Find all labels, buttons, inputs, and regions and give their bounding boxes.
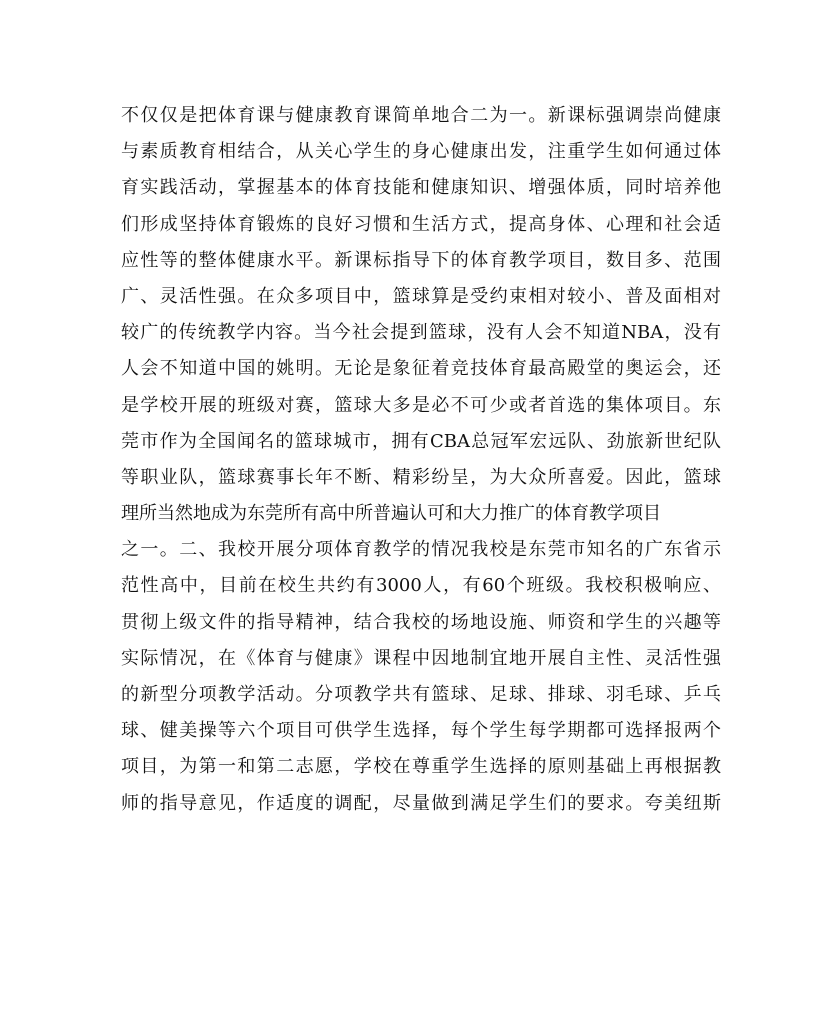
text-line-19: 项目，为第一和第二志愿，学校在尊重学生选择的原则基础上再根据教 (121, 756, 721, 778)
body-text (121, 98, 721, 822)
text-line-2: 与素质教育相结合，从关心学生的身心健康出发，注重学生如何通过体 (121, 141, 721, 163)
text-line-13: 之一。二、我校开展分项体育教学的情况我校是东莞市知名的广东省示 (121, 539, 721, 561)
text-line-3: 育实践活动，掌握基本的体育技能和健康知识、增强体质，同时培养他 (121, 177, 721, 199)
text-line-4: 们形成坚持体育锻炼的良好习惯和生活方式，提高身体、心理和社会适 (121, 213, 721, 235)
text-line-14: 范性高中，目前在校生共约有3000人，有60个班级。我校积极响应、 (121, 575, 721, 597)
text-line-12: 理所当然地成为东莞所有高中所普遍认可和大力推广的体育教学项目 (121, 503, 661, 525)
text-line-8: 人会不知道中国的姚明。无论是象征着竞技体育最高殿堂的奥运会，还 (121, 358, 721, 380)
text-line-20: 师的指导意见，作适度的调配，尽量做到满足学生们的要求。夸美纽斯 (121, 792, 721, 814)
text-line-10: 莞市作为全国闻名的篮球城市，拥有CBA总冠军宏远队、劲旅新世纪队 (121, 430, 721, 452)
text-line-5: 应性等的整体健康水平。新课标指导下的体育教学项目，数目多、范围 (121, 249, 721, 271)
text-line-6: 广、灵活性强。在众多项目中，篮球算是受约束相对较小、普及面相对 (121, 285, 721, 307)
text-line-11: 等职业队，篮球赛事长年不断、精彩纷呈，为大众所喜爱。因此，篮球 (121, 466, 721, 488)
text-line-7: 较广的传统教学内容。当今社会提到篮球，没有人会不知道NBA，没有 (121, 322, 721, 344)
text-line-18: 球、健美操等六个项目可供学生选择，每个学生每学期都可选择报两个 (121, 720, 721, 742)
text-line-17: 的新型分项教学活动。分项教学共有篮球、足球、排球、羽毛球、乒乓 (121, 684, 721, 705)
text-line-16: 实际情况，在《体育与健康》课程中因地制宜地开展自主性、灵活性强 (121, 647, 721, 669)
text-line-9: 是学校开展的班级对赛，篮球大多是必不可少或者首选的集体项目。东 (121, 394, 721, 416)
text-line-15: 贯彻上级文件的指导精神，结合我校的场地设施、师资和学生的兴趣等 (121, 611, 721, 633)
text-line-1: 不仅仅是把体育课与健康教育课简单地合二为一。新课标强调崇尚健康 (121, 105, 721, 126)
